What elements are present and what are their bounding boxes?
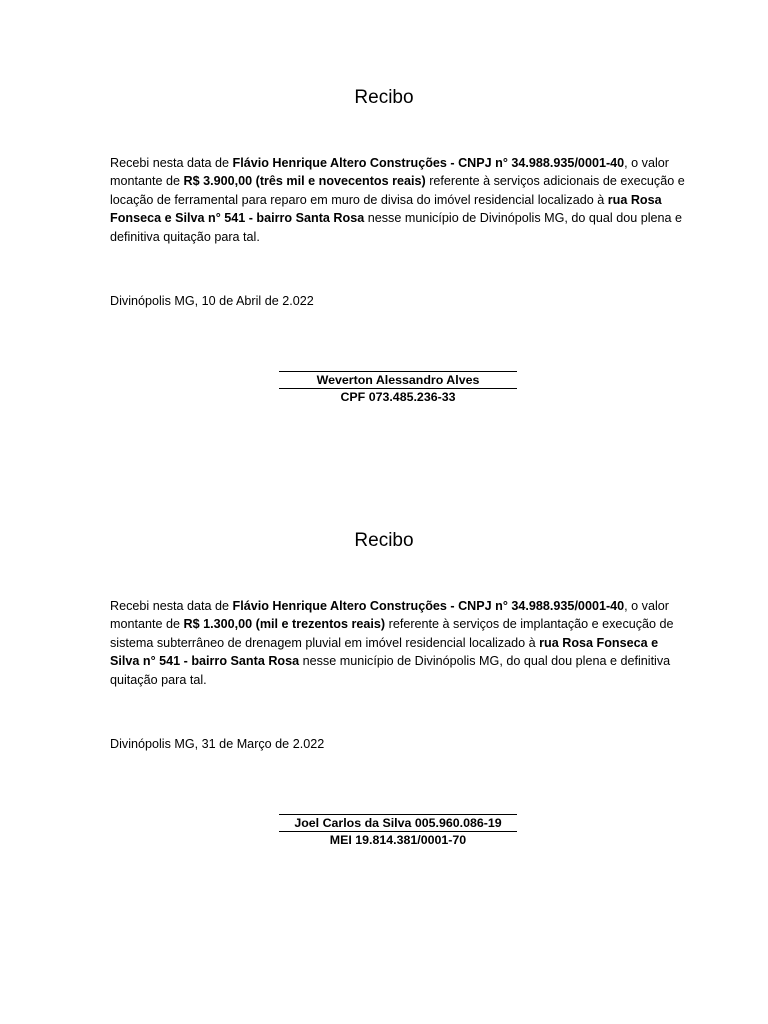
- amount: R$ 3.900,00 (três mil e novecentos reais): [183, 174, 426, 189]
- body-after-payer: , o valor montante de: [110, 599, 669, 632]
- signer-id: CPF 073.485.236-33: [340, 390, 456, 404]
- body-closing: nesse município de Divinópolis MG, do qual dou plena e definitiva quitação para tal.: [110, 654, 671, 687]
- signer-name: Weverton Alessandro Alves: [279, 372, 517, 389]
- service-description: referente à serviços adicionais de execução e locação de ferramental para reparo em muro de divisa do imóvel residencial localizado à: [110, 174, 685, 207]
- signer-id: MEI 19.814.381/0001-70: [329, 833, 467, 847]
- amount: R$ 1.300,00 (mil e trezentos reais): [183, 617, 386, 632]
- body-intro: Recebi nesta data de: [110, 156, 233, 170]
- receipt-date: Divinópolis MG, 10 de Abril de 2.022: [110, 294, 314, 308]
- body-after-payer: , o valor montante de: [110, 156, 669, 189]
- body-closing: nesse município de Divinópolis MG, do qual dou plena e definitiva quitação para tal.: [110, 211, 683, 244]
- receipt-body: [110, 597, 688, 689]
- signature-block: [279, 371, 517, 406]
- service-description: referente à serviços de implantação e execução de sistema subterrâneo de drenagem pluvial em imóvel residencial localizado à: [110, 617, 674, 650]
- signer-name: Joel Carlos da Silva 005.960.086-19: [279, 815, 517, 832]
- receipt-body: [110, 154, 688, 246]
- receipt-title: Recibo: [354, 87, 414, 108]
- payer-name: Flávio Henrique Altero Construções - CNPJ n° 34.988.935/0001-40: [232, 599, 625, 613]
- signature-block: [279, 814, 517, 849]
- body-intro: Recebi nesta data de: [110, 599, 233, 613]
- address: rua Rosa Fonseca e Silva n° 541 - bairro Santa Rosa: [110, 192, 662, 226]
- payer-name: Flávio Henrique Altero Construções - CNPJ n° 34.988.935/0001-40: [232, 156, 625, 170]
- receipt-date: Divinópolis MG, 31 de Março de 2.022: [110, 737, 325, 751]
- address: rua Rosa Fonseca e Silva n° 541 - bairro Santa Rosa: [110, 635, 659, 669]
- receipt-title: Recibo: [354, 530, 414, 551]
